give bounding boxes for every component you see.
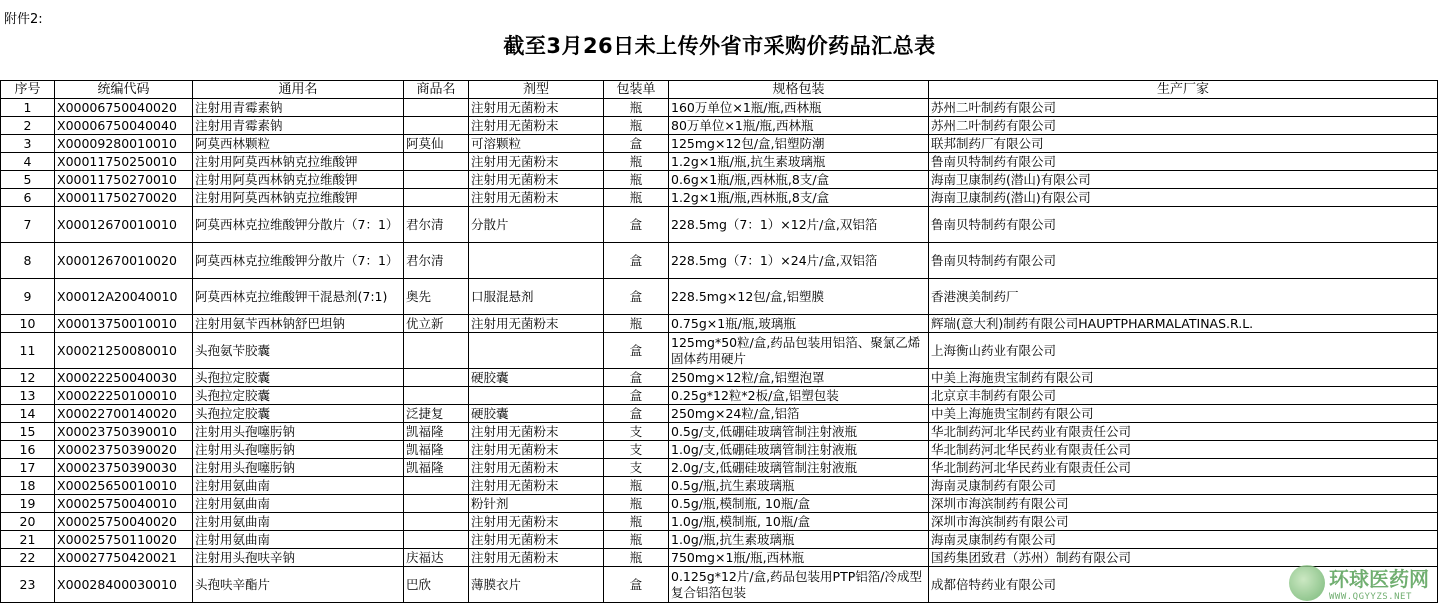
table-cell: 鲁南贝特制药有限公司 — [929, 207, 1438, 243]
watermark-text — [1329, 563, 1429, 602]
table-row — [1, 333, 1438, 369]
table-cell: 1.2g×1瓶/瓶,西林瓶,8支/盒 — [669, 189, 929, 207]
table-cell: 9 — [1, 279, 55, 315]
table-cell: 头孢氨苄胶囊 — [193, 333, 404, 369]
table-cell: X00006750040020 — [55, 99, 193, 117]
table-cell: X00021250080010 — [55, 333, 193, 369]
table-cell: 阿莫西林克拉维酸钾分散片（7：1） — [193, 243, 404, 279]
table-cell: X00022250040030 — [55, 369, 193, 387]
table-cell: 支 — [604, 441, 669, 459]
table-cell: 瓶 — [604, 495, 669, 513]
table-cell: 160万单位×1瓶/瓶,西林瓶 — [669, 99, 929, 117]
table-cell: 228.5mg（7：1）×24片/盒,双铝箔 — [669, 243, 929, 279]
table-cell: 0.25g*12粒*2板/盒,铝塑包装 — [669, 387, 929, 405]
table-cell: 注射用无菌粉末 — [469, 549, 604, 567]
table-row — [1, 459, 1438, 477]
table-cell: X00023750390020 — [55, 441, 193, 459]
table-cell: 注射用无菌粉末 — [469, 459, 604, 477]
table-cell: 12 — [1, 369, 55, 387]
table-cell: 海南卫康制药(潜山)有限公司 — [929, 189, 1438, 207]
table-row — [1, 441, 1438, 459]
table-cell: 7 — [1, 207, 55, 243]
table-cell: 2.0g/支,低硼硅玻璃管制注射液瓶 — [669, 459, 929, 477]
table-cell: 瓶 — [604, 189, 669, 207]
table-cell: 瓶 — [604, 477, 669, 495]
table-cell: 228.5mg×12包/盒,铝塑膜 — [669, 279, 929, 315]
table-cell: 3 — [1, 135, 55, 153]
table-row — [1, 99, 1438, 117]
table-cell: 深圳市海滨制药有限公司 — [929, 495, 1438, 513]
table-cell: 盒 — [604, 369, 669, 387]
column-header: 生产厂家 — [929, 81, 1438, 99]
table-row — [1, 369, 1438, 387]
table-cell: 注射用氨曲南 — [193, 477, 404, 495]
table-cell: 苏州二叶制药有限公司 — [929, 99, 1438, 117]
table-cell: 23 — [1, 567, 55, 603]
table-cell: 瓶 — [604, 549, 669, 567]
table-cell: X00012A20040010 — [55, 279, 193, 315]
table-cell: 注射用无菌粉末 — [469, 153, 604, 171]
table-cell: 华北制药河北华民药业有限责任公司 — [929, 423, 1438, 441]
table-cell: 奥先 — [404, 279, 469, 315]
column-header: 包装单 — [604, 81, 669, 99]
table-cell: 22 — [1, 549, 55, 567]
table-row — [1, 279, 1438, 315]
table-cell: 18 — [1, 477, 55, 495]
table-cell: 凯福隆 — [404, 459, 469, 477]
table-cell: 瓶 — [604, 315, 669, 333]
table-cell: 250mg×12粒/盒,铝塑泡罩 — [669, 369, 929, 387]
table-cell: 深圳市海滨制药有限公司 — [929, 513, 1438, 531]
attachment-label: 附件2: — [4, 12, 43, 27]
table-cell: 17 — [1, 459, 55, 477]
table-cell: 5 — [1, 171, 55, 189]
table-cell: 瓶 — [604, 99, 669, 117]
table-cell: X00025750110020 — [55, 531, 193, 549]
table-cell — [404, 171, 469, 189]
table-cell: 支 — [604, 459, 669, 477]
table-cell — [404, 189, 469, 207]
table-cell: 20 — [1, 513, 55, 531]
table-cell: 注射用氨曲南 — [193, 531, 404, 549]
table-cell: 0.6g×1瓶/瓶,西林瓶,8支/盒 — [669, 171, 929, 189]
table-cell: 鲁南贝特制药有限公司 — [929, 153, 1438, 171]
table-cell: 可溶颗粒 — [469, 135, 604, 153]
table-cell: X00023750390030 — [55, 459, 193, 477]
table-cell: X00022700140020 — [55, 405, 193, 423]
table-cell: 0.5g/瓶,抗生素玻璃瓶 — [669, 477, 929, 495]
table-cell: 阿莫西林克拉维酸钾干混悬剂(7:1) — [193, 279, 404, 315]
table-cell: 1.0g/瓶,抗生素玻璃瓶 — [669, 531, 929, 549]
table-cell: 250mg×24粒/盒,铝箔 — [669, 405, 929, 423]
table-cell: 盒 — [604, 135, 669, 153]
table-cell — [404, 117, 469, 135]
table-cell: 注射用青霉素钠 — [193, 117, 404, 135]
table-cell: X00006750040040 — [55, 117, 193, 135]
table-cell: 228.5mg（7：1）×12片/盒,双铝箔 — [669, 207, 929, 243]
table-cell: 头孢拉定胶囊 — [193, 369, 404, 387]
table-cell: 1.0g/瓶,模制瓶, 10瓶/盒 — [669, 513, 929, 531]
table-cell: 盒 — [604, 387, 669, 405]
table-cell: 盒 — [604, 567, 669, 603]
table-cell: 海南灵康制药有限公司 — [929, 531, 1438, 549]
table-cell: 瓶 — [604, 531, 669, 549]
table-cell: 硬胶囊 — [469, 369, 604, 387]
table-row — [1, 171, 1438, 189]
table-cell: X00012670010020 — [55, 243, 193, 279]
table-cell: 凯福隆 — [404, 441, 469, 459]
table-cell: 分散片 — [469, 207, 604, 243]
table-cell: 辉瑞(意大利)制药有限公司HAUPTPHARMALATINAS.R.L. — [929, 315, 1438, 333]
table-cell: 支 — [604, 423, 669, 441]
column-header: 剂型 — [469, 81, 604, 99]
drug-summary-table — [0, 80, 1438, 603]
table-cell: 庆福达 — [404, 549, 469, 567]
table-cell: 0.75g×1瓶/瓶,玻璃瓶 — [669, 315, 929, 333]
table-cell — [404, 153, 469, 171]
table-cell: 注射用无菌粉末 — [469, 423, 604, 441]
table-cell: 头孢呋辛酯片 — [193, 567, 404, 603]
table-cell: 4 — [1, 153, 55, 171]
table-cell: 瓶 — [604, 117, 669, 135]
table-cell: X00025750040020 — [55, 513, 193, 531]
table-cell: 注射用无菌粉末 — [469, 189, 604, 207]
table-cell: 盒 — [604, 405, 669, 423]
table-row — [1, 477, 1438, 495]
table-row — [1, 405, 1438, 423]
table-cell: X00011750270020 — [55, 189, 193, 207]
table-cell: X00013750010010 — [55, 315, 193, 333]
table-cell — [404, 477, 469, 495]
table-cell: 瓶 — [604, 171, 669, 189]
column-header: 序号 — [1, 81, 55, 99]
table-cell: 香港澳美制药厂 — [929, 279, 1438, 315]
table-cell — [404, 333, 469, 369]
table-cell: 优立新 — [404, 315, 469, 333]
table-cell: 阿莫西林颗粒 — [193, 135, 404, 153]
table-cell: 瓶 — [604, 153, 669, 171]
table-cell: X00009280010010 — [55, 135, 193, 153]
table-cell: 1.0g/支,低硼硅玻璃管制注射液瓶 — [669, 441, 929, 459]
table-cell: 海南灵康制药有限公司 — [929, 477, 1438, 495]
table-cell: X00011750270010 — [55, 171, 193, 189]
column-header: 商品名 — [404, 81, 469, 99]
table-cell: 成都倍特药业有限公司 — [929, 567, 1438, 603]
table-cell: 头孢拉定胶囊 — [193, 387, 404, 405]
table-cell: 中美上海施贵宝制药有限公司 — [929, 369, 1438, 387]
table-cell — [404, 531, 469, 549]
table-cell: 注射用阿莫西林钠克拉维酸钾 — [193, 189, 404, 207]
table-cell: 注射用无菌粉末 — [469, 171, 604, 189]
table-cell: 苏州二叶制药有限公司 — [929, 117, 1438, 135]
table-cell: 粉针剂 — [469, 495, 604, 513]
column-header: 统编代码 — [55, 81, 193, 99]
table-cell: 8 — [1, 243, 55, 279]
table-cell: X00025650010010 — [55, 477, 193, 495]
table-row — [1, 423, 1438, 441]
table-cell: 注射用无菌粉末 — [469, 513, 604, 531]
watermark — [1289, 563, 1429, 602]
table-cell — [404, 513, 469, 531]
table-cell: X00023750390010 — [55, 423, 193, 441]
table-cell: 16 — [1, 441, 55, 459]
table-cell: 15 — [1, 423, 55, 441]
table-row — [1, 189, 1438, 207]
table-cell: 阿莫仙 — [404, 135, 469, 153]
table-cell: 鲁南贝特制药有限公司 — [929, 243, 1438, 279]
table-row — [1, 495, 1438, 513]
table-header-row — [1, 81, 1438, 99]
table-cell: 注射用氨苄西林钠舒巴坦钠 — [193, 315, 404, 333]
table-cell: X00028400030010 — [55, 567, 193, 603]
table-cell: 2 — [1, 117, 55, 135]
table-cell: 注射用青霉素钠 — [193, 99, 404, 117]
table-body — [1, 99, 1438, 603]
column-header: 通用名 — [193, 81, 404, 99]
table-cell: 硬胶囊 — [469, 405, 604, 423]
table-cell — [469, 333, 604, 369]
watermark-url: WWW.QGYYZS.NET — [1329, 592, 1412, 602]
table-row — [1, 531, 1438, 549]
table-cell — [469, 387, 604, 405]
table-cell: 125mg*50粒/盒,药品包装用铝箔、聚氯乙烯固体药用硬片 — [669, 333, 929, 369]
table-cell: 盒 — [604, 243, 669, 279]
table-cell: 1 — [1, 99, 55, 117]
table-cell: 瓶 — [604, 513, 669, 531]
table-cell: 盒 — [604, 333, 669, 369]
table-cell: 海南卫康制药(潜山)有限公司 — [929, 171, 1438, 189]
table-cell: 上海衡山药业有限公司 — [929, 333, 1438, 369]
document-title: 截至3月26日未上传外省市采购价药品汇总表 — [503, 34, 936, 58]
table-cell: 北京京丰制药有限公司 — [929, 387, 1438, 405]
table-cell: 国药集团致君（苏州）制药有限公司 — [929, 549, 1438, 567]
table-cell: 注射用头孢呋辛钠 — [193, 549, 404, 567]
table-cell: 6 — [1, 189, 55, 207]
table-cell: 11 — [1, 333, 55, 369]
table-cell: 注射用头孢噻肟钠 — [193, 423, 404, 441]
table-cell — [404, 387, 469, 405]
table-cell: 注射用氨曲南 — [193, 495, 404, 513]
table-cell: 注射用头孢噻肟钠 — [193, 459, 404, 477]
table-cell: 华北制药河北华民药业有限责任公司 — [929, 459, 1438, 477]
table-cell: 联邦制药厂有限公司 — [929, 135, 1438, 153]
table-cell: 注射用头孢噻肟钠 — [193, 441, 404, 459]
table-cell: 13 — [1, 387, 55, 405]
table-row — [1, 207, 1438, 243]
table-cell: 0.125g*12片/盒,药品包装用PTP铝箔/冷成型复合铝箔包装 — [669, 567, 929, 603]
table-cell: 头孢拉定胶囊 — [193, 405, 404, 423]
table-cell: 注射用无菌粉末 — [469, 117, 604, 135]
table-cell: 注射用无菌粉末 — [469, 99, 604, 117]
table-cell: 盒 — [604, 207, 669, 243]
table-cell: X00022250100010 — [55, 387, 193, 405]
table-cell: 0.5g/支,低硼硅玻璃管制注射液瓶 — [669, 423, 929, 441]
table-cell: 750mg×1瓶/瓶,西林瓶 — [669, 549, 929, 567]
table-row — [1, 513, 1438, 531]
table-cell: 薄膜衣片 — [469, 567, 604, 603]
table-cell: 注射用阿莫西林钠克拉维酸钾 — [193, 153, 404, 171]
table-cell: 125mg×12包/盒,铝塑防潮 — [669, 135, 929, 153]
globe-logo-icon — [1289, 565, 1325, 601]
table-cell — [469, 243, 604, 279]
table-cell: 口服混悬剂 — [469, 279, 604, 315]
table-cell: 中美上海施贵宝制药有限公司 — [929, 405, 1438, 423]
table-cell: 君尔清 — [404, 243, 469, 279]
table-cell: X00011750250010 — [55, 153, 193, 171]
table-cell: 0.5g/瓶,模制瓶, 10瓶/盒 — [669, 495, 929, 513]
table-cell: 80万单位×1瓶/瓶,西林瓶 — [669, 117, 929, 135]
table-cell: 凯福隆 — [404, 423, 469, 441]
table-cell: 注射用无菌粉末 — [469, 477, 604, 495]
table-cell: 注射用氨曲南 — [193, 513, 404, 531]
table-row — [1, 315, 1438, 333]
table-cell: 21 — [1, 531, 55, 549]
table-row — [1, 117, 1438, 135]
table-row — [1, 549, 1438, 567]
watermark-main: 环球医药网 — [1329, 567, 1429, 591]
table-row — [1, 387, 1438, 405]
table-row — [1, 153, 1438, 171]
table-cell: 19 — [1, 495, 55, 513]
table-row — [1, 243, 1438, 279]
table-cell — [404, 495, 469, 513]
table-cell: 14 — [1, 405, 55, 423]
table-cell: X00027750420021 — [55, 549, 193, 567]
table-cell: 10 — [1, 315, 55, 333]
table-cell: 阿莫西林克拉维酸钾分散片（7：1） — [193, 207, 404, 243]
table-row — [1, 135, 1438, 153]
table-row — [1, 567, 1438, 603]
table-cell: 注射用无菌粉末 — [469, 441, 604, 459]
table-cell: X00025750040010 — [55, 495, 193, 513]
table-cell: 盒 — [604, 279, 669, 315]
table-cell: 1.2g×1瓶/瓶,抗生素玻璃瓶 — [669, 153, 929, 171]
table-cell: 华北制药河北华民药业有限责任公司 — [929, 441, 1438, 459]
table-cell — [404, 369, 469, 387]
table-cell: 君尔清 — [404, 207, 469, 243]
table-cell: 注射用无菌粉末 — [469, 531, 604, 549]
column-header: 规格包装 — [669, 81, 929, 99]
table-cell — [404, 99, 469, 117]
table-cell: 注射用无菌粉末 — [469, 315, 604, 333]
table-cell: X00012670010010 — [55, 207, 193, 243]
table-cell: 注射用阿莫西林钠克拉维酸钾 — [193, 171, 404, 189]
table-cell: 泛捷复 — [404, 405, 469, 423]
table-cell: 巴欣 — [404, 567, 469, 603]
